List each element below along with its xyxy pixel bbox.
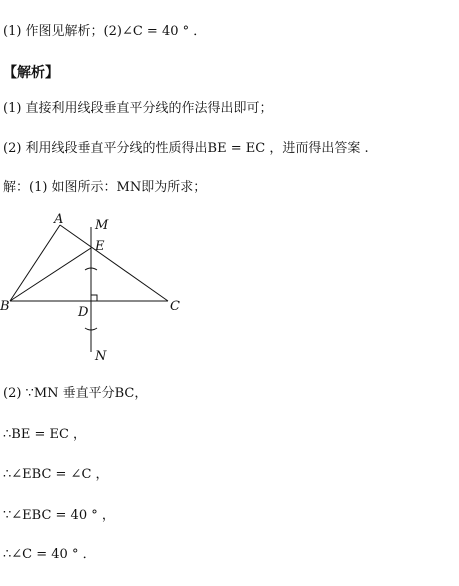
proof-line-4: ∵∠EBC = 40 ° ，: [3, 508, 115, 523]
label-n: N: [95, 349, 107, 364]
segment-ac: [60, 225, 168, 301]
label-b: B: [0, 299, 10, 314]
label-d: D: [78, 305, 89, 320]
analysis-step-2: (2) 利用线段垂直平分线的性质得出BE = EC ，进而得出答案 .: [3, 141, 369, 156]
analysis-heading: 【解析】: [3, 65, 59, 81]
label-a: A: [54, 212, 64, 227]
label-e: E: [95, 239, 105, 254]
proof-line-3: ∴∠EBC = ∠C ，: [3, 467, 109, 482]
label-c: C: [170, 299, 180, 314]
right-angle-mark: [91, 295, 97, 301]
solution-intro: 解：(1) 如图所示：MN即为所求；: [3, 180, 207, 195]
geometry-figure: [0, 212, 200, 372]
proof-line-5: ∴∠C = 40 ° ．: [3, 547, 96, 562]
segment-be: [10, 248, 91, 301]
proof-line-2: ∴BE = EC ，: [3, 427, 87, 442]
segment-ab: [10, 225, 60, 301]
answer-summary: (1) 作图见解析；(2)∠C = 40 ° ．: [3, 24, 207, 39]
proof-line-1: (2) ∵MN 垂直平分BC，: [3, 386, 148, 401]
label-m: M: [95, 218, 109, 233]
analysis-step-1: (1) 直接利用线段垂直平分线的作法得出即可；: [3, 101, 273, 116]
